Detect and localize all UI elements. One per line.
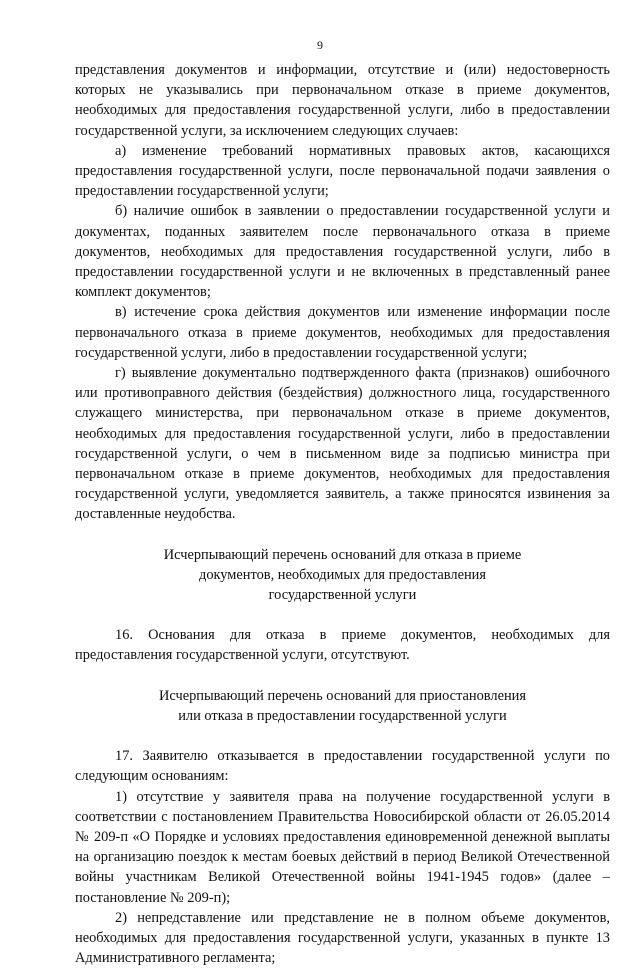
heading-line: документов, необходимых для предоставления — [199, 566, 486, 583]
paragraph-17: 17. Заявителю отказывается в предоставлении государственной услуги по следующим основаниям: — [75, 748, 610, 785]
heading-line: Исчерпывающий перечень оснований для отказа в приеме — [163, 546, 522, 563]
heading-line: государственной услуги — [268, 587, 417, 604]
list-item-17-1: 1) отсутствие у заявителя права на получение государственной услуги в соответствии с постановлением Правительства Новосибирской области от 26.05.2014 № 209-п «О Порядке и условиях предоставления единовременной денежной выплаты на организацию поездок к местам боевых действий в период Великой Отечественной войны участникам Великой Отечественной войны 1941-1945 годов» (далее – постановление № 209-п); — [75, 788, 610, 906]
heading-line: Исчерпывающий перечень оснований для приостановления — [158, 687, 527, 704]
paragraph-continuation: представления документов и информации, отсутствие и (или) недостоверность которых не указывались при первоначальном отказе в приеме документов, необходимых для предоставления государственной услуги, либо в предоставлении государственной услуги, за исключением следующих случаев: — [75, 62, 610, 139]
list-item-g: г) выявление документально подтвержденного факта (признаков) ошибочного или противоправного действия (бездействия) должностного лица, государственного служащего министерства, при первоначальном отказе в приеме документов, необходимых для предоставления государственной услуги, либо в предоставлении государственной услуги, о чем в письменном виде за подписью министра при первоначальном отказе в приеме документов, необходимых для предоставления государственной услуги, уведомляется заявитель, а также приносятся извинения за доставленные неудобства. — [75, 365, 610, 523]
heading-line: или отказа в предоставлении государственной услуги — [178, 707, 507, 724]
page-number: 9 — [317, 38, 323, 52]
list-item-v: в) истечение срока действия документов или изменение информации после первоначального отказа в приеме документов, необходимых для предоставления государственной услуги, либо в предоставлении государственной услуги; — [75, 304, 610, 361]
section-heading-suspension-refusal — [75, 686, 610, 726]
section-heading-refusal-acceptance — [75, 545, 610, 606]
list-item-17-2: 2) непредставление или представление не в полном объеме документов, необходимых для предоставления государственной услуги, указанных в пункте 13 Административного регламента; — [75, 909, 610, 967]
paragraph-16: 16. Основания для отказа в приеме документов, необходимых для предоставления государственной услуги, отсутствуют. — [75, 627, 610, 664]
list-item-a: а) изменение требований нормативных правовых актов, касающихся предоставления государственной услуги, после первоначальной подачи заявления о предоставлении государственной услуги; — [75, 142, 610, 200]
list-item-b: б) наличие ошибок в заявлении о предоставлении государственной услуги и документах, поданных заявителем после первоначального отказа в приеме документов, необходимых для предоставления государственной услуги, либо в предоставлении государственной услуги и не включенных в представленный ранее комплект документов; — [75, 203, 610, 301]
document-body — [75, 60, 610, 968]
